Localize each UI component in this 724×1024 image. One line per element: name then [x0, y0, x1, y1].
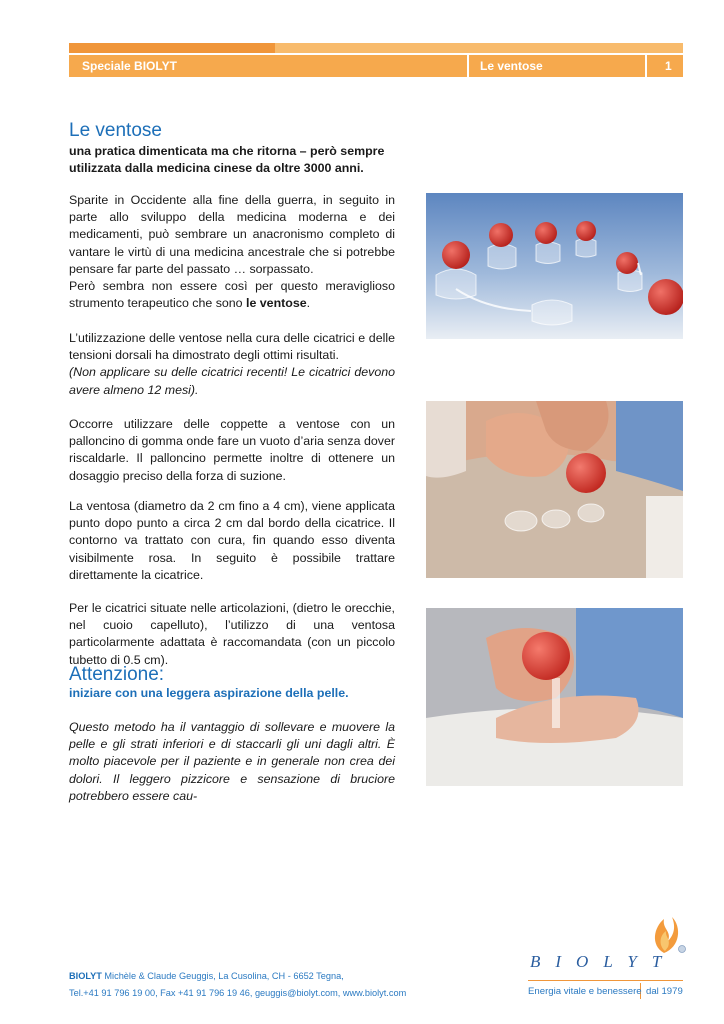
- photo-ventose-hand: [426, 608, 683, 786]
- page-number: 1: [665, 59, 672, 73]
- paragraph-3-block: [69, 330, 395, 399]
- logo-since: dal 1979: [646, 986, 683, 997]
- paragraph-2-highlight: le ventose: [246, 296, 307, 311]
- logo-divider: [528, 980, 683, 981]
- paragraph-3-note: (Non applicare su delle cicatrici recenti! Le cicatrici devono avere almeno 12 mesi).: [69, 365, 395, 397]
- header-section: Speciale BIOLYT: [82, 59, 177, 73]
- paragraph-intro: [69, 192, 395, 312]
- paragraph-3: L’utilizzazione delle ventose nella cura delle cicatrici e delle tensioni dorsali ha dimostrato degli ottimi risultati.: [69, 331, 395, 363]
- footer-contacts: Tel.+41 91 796 19 00, Fax +41 91 796 19 46, geuggis@biolyt.com, www.biolyt.com: [69, 988, 407, 998]
- header-divider: [467, 55, 469, 77]
- logo-wordmark: BIOLYT: [530, 952, 677, 971]
- photo-ventose-set: [426, 193, 683, 339]
- paragraph-1: Sparite in Occidente alla fine della guerra, in seguito in parte allo sviluppo della medicina moderna e dei medicamenti, può sembrare un anacronismo completo di vantare le virtù di una medicina ancestrale che si potrebbe pensare far parte del passato … sorpassato.: [69, 193, 395, 276]
- article-subtitle: una pratica dimenticata ma che ritorna – però sempre utilizzata dalla medicina cinese da oltre 3000 anni.: [69, 144, 385, 176]
- header-bar: [69, 55, 683, 77]
- logo-tagline: Energia vitale e benessere: [528, 986, 642, 997]
- footer-address-text: Michèle & Claude Geuggis, La Cusolina, CH - 6652 Tegna,: [104, 971, 344, 981]
- header-accent-dark: [69, 43, 275, 53]
- header-divider: [645, 55, 647, 77]
- photo-ventose-scar: [426, 401, 683, 578]
- paragraph-2-end: .: [306, 296, 311, 311]
- paragraph-5: La ventosa (diametro da 2 cm fino a 4 cm), viene applicata punto dopo punto a circa 2 cm dal bordo della cicatrice. Il contorno va trattato con cura, fin quando esso diventa visibilmente rosa. In seguito è possibile trattare direttamente la cicatrice.: [69, 499, 395, 582]
- attention-subtitle: iniziare con una leggera aspirazione della pelle.: [69, 686, 349, 700]
- flame-logo-icon: [646, 905, 686, 955]
- paragraph-2: [69, 278, 395, 312]
- footer-brand: BIOLYT: [69, 971, 102, 981]
- paragraph-2-text: Però sembra non essere così per questo meraviglioso strumento terapeutico che sono: [69, 279, 395, 311]
- paragraph-4: Occorre utilizzare delle coppette a ventose con un palloncino di gomma onde fare un vuoto d’aria senza dover riscaldarle. Il palloncino permette inoltre di ottenere un dosaggio preciso della forza di suzione.: [69, 417, 395, 483]
- header-accent-light: [275, 43, 683, 53]
- footer-address: [69, 970, 344, 982]
- header-topic: Le ventose: [480, 59, 543, 73]
- attention-title: Attenzione:: [69, 664, 165, 685]
- article-title: Le ventose: [69, 120, 162, 141]
- paragraph-7: Questo metodo ha il vantaggio di sollevare e muovere la pelle e gli strati inferiori e di staccarli gli uni dagli altri. È molto piacevole per il paziente e in generale non crea dei dolori. Il leggero pizzicore e sensazione di bruciore potrebbero essere cau-: [69, 720, 395, 803]
- paragraph-6: Per le cicatrici situate nelle articolazioni, (dietro le orecchie, nel cuoio capelluto), l’utilizzo di una ventosa particolarmente adattata è raccomandata (con un piccolo tubetto di 0.5 cm).: [69, 601, 395, 667]
